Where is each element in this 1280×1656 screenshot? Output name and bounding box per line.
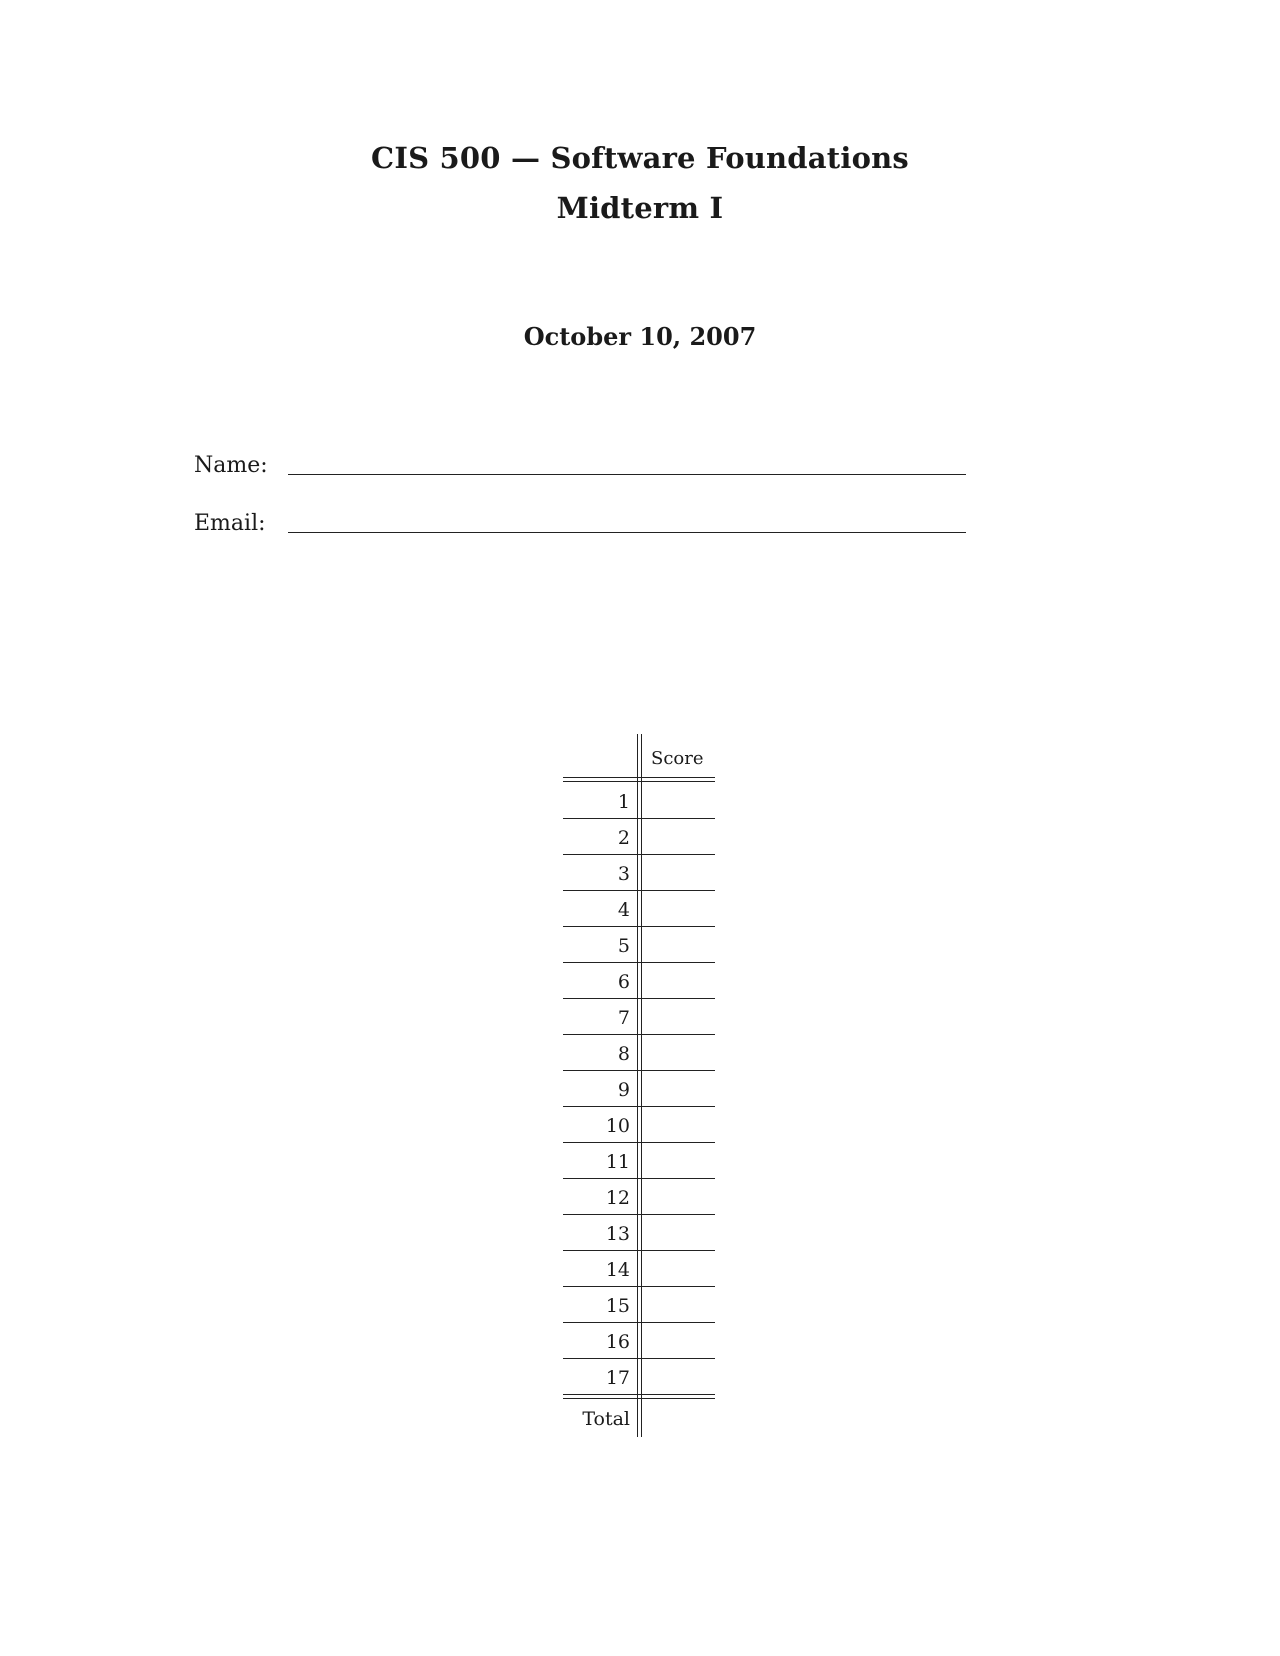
score-cell[interactable] <box>639 782 715 818</box>
score-cell[interactable] <box>639 926 715 962</box>
score-row <box>563 1214 715 1250</box>
question-number: 15 <box>605 1295 630 1317</box>
score-row <box>563 1142 715 1178</box>
column-divider <box>637 734 638 1437</box>
column-divider <box>641 734 642 1437</box>
score-cell[interactable] <box>639 1250 715 1286</box>
score-row <box>563 962 715 998</box>
score-cell[interactable] <box>639 854 715 890</box>
score-cell[interactable] <box>639 890 715 926</box>
score-cell[interactable] <box>639 998 715 1034</box>
header-rule <box>563 777 715 778</box>
score-cell[interactable] <box>639 1214 715 1250</box>
question-number: 3 <box>617 863 630 885</box>
question-number: 6 <box>617 971 630 993</box>
score-row <box>563 1034 715 1070</box>
row-rule <box>563 1394 715 1395</box>
score-row <box>563 1106 715 1142</box>
score-row <box>563 926 715 962</box>
score-cell[interactable] <box>639 1322 715 1358</box>
score-row <box>563 890 715 926</box>
score-cell[interactable] <box>639 1070 715 1106</box>
score-row <box>563 1178 715 1214</box>
score-row <box>563 1250 715 1286</box>
exam-title: CIS 500 — Software Foundations <box>371 141 909 175</box>
question-number: 5 <box>617 935 630 957</box>
score-table-header <box>563 740 715 777</box>
score-row <box>563 998 715 1034</box>
question-number: 14 <box>605 1259 630 1281</box>
question-number: 1 <box>617 791 630 813</box>
email-field[interactable] <box>288 532 966 533</box>
score-cell[interactable] <box>639 1178 715 1214</box>
question-number: 17 <box>605 1367 630 1389</box>
exam-subtitle: Midterm I <box>556 191 724 225</box>
score-row <box>563 818 715 854</box>
question-number: 9 <box>617 1079 630 1101</box>
score-cell[interactable] <box>639 1358 715 1394</box>
score-row <box>563 854 715 890</box>
question-number: 11 <box>605 1151 630 1173</box>
question-number: 8 <box>617 1043 630 1065</box>
total-label: Total <box>582 1408 630 1430</box>
question-number: 4 <box>617 899 630 921</box>
email-label: Email: <box>194 511 266 536</box>
question-number: 13 <box>605 1223 630 1245</box>
question-number: 2 <box>617 827 630 849</box>
question-number: 10 <box>605 1115 630 1137</box>
question-number: 12 <box>605 1187 630 1209</box>
score-cell[interactable] <box>639 962 715 998</box>
score-cell[interactable] <box>639 818 715 854</box>
score-column-header: Score <box>651 748 704 769</box>
total-row <box>563 1399 715 1435</box>
score-row <box>563 1070 715 1106</box>
score-table <box>563 740 715 1437</box>
score-row <box>563 782 715 818</box>
score-cell[interactable] <box>639 1106 715 1142</box>
question-number: 7 <box>617 1007 630 1029</box>
score-cell[interactable] <box>639 1142 715 1178</box>
score-row <box>563 1322 715 1358</box>
question-number: 16 <box>605 1331 630 1353</box>
score-cell[interactable] <box>639 1286 715 1322</box>
total-score-cell[interactable] <box>639 1399 715 1435</box>
name-label: Name: <box>194 453 268 478</box>
score-cell[interactable] <box>639 1034 715 1070</box>
name-field[interactable] <box>288 474 966 475</box>
score-row <box>563 1358 715 1394</box>
exam-date: October 10, 2007 <box>523 322 757 351</box>
score-row <box>563 1286 715 1322</box>
